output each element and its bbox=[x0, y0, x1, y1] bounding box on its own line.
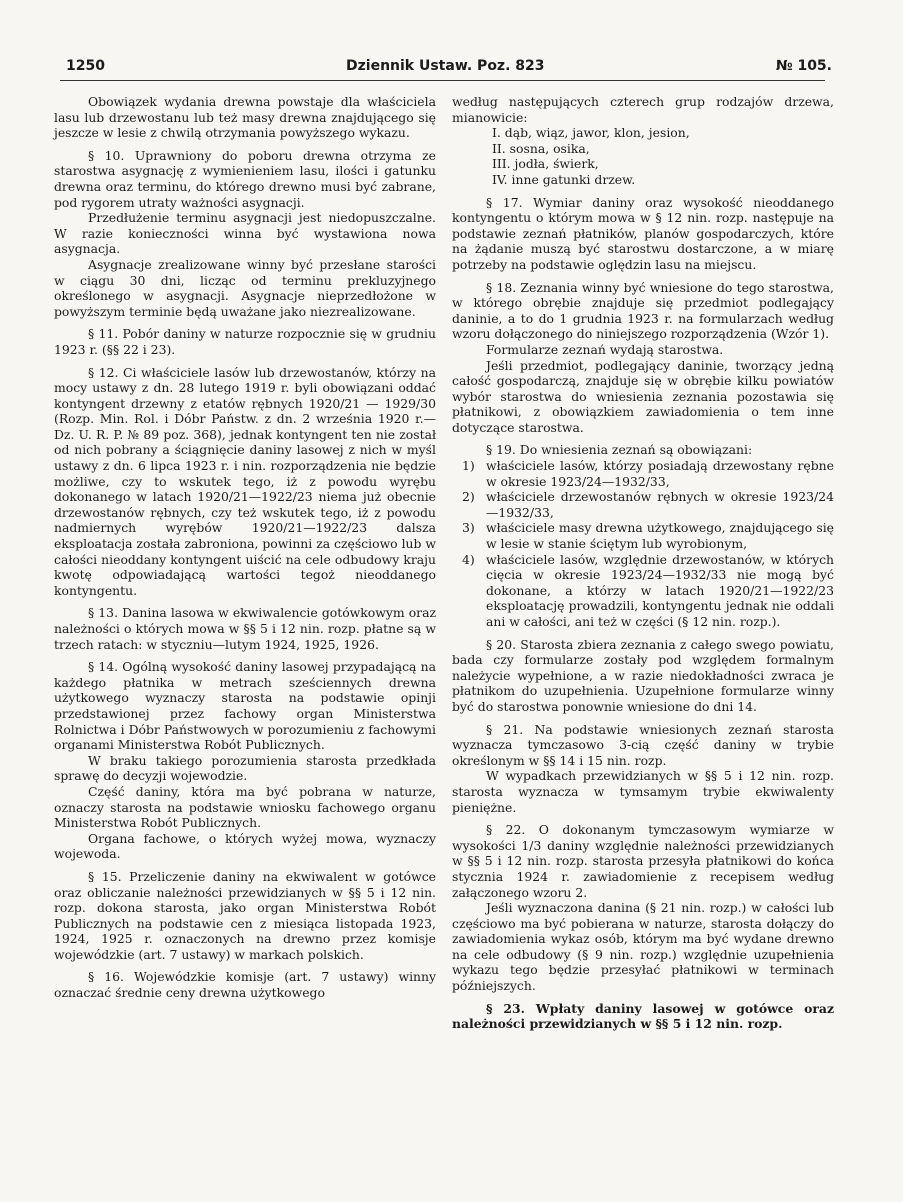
paragraph-s20: § 20. Starosta zbiera zeznania z całego swego powiatu, bada czy formularze zostały pod względem formalnym należycie wypełnione, a w razie niedokładności zwraca je płatnikom do uzupełnienia. Uzupełnione formularze winny być do starostwa ponownie wniesione do dni 14. bbox=[452, 636, 834, 714]
paragraph: Formularze zeznań wydają starostwa. bbox=[486, 341, 724, 357]
paragraph: Część daniny, która ma być pobrana w naturze, oznaczy starosta na podstawie wniosku fachowego organu Ministerstwa Robót Publicznych. bbox=[54, 783, 436, 831]
paragraph-s10: § 10. Uprawniony do poboru drewna otrzyma ze starostwa asygnację z wymienieniem lasu, ilości i gatunku drewna oraz terminu, do którego drewno musi być zabrane, pod rygorem utraty ważności asygnacji. bbox=[54, 147, 436, 210]
paragraph: według następujących czterech grup rodzajów drzewa, mianowicie: bbox=[452, 94, 834, 125]
paragraph-s17: § 17. Wymiar daniny oraz wysokość nieoddanego kontyngentu o którym mowa w § 12 nin. rozp. następuje na podstawie zeznań płatników, planów gospodarczych, które na żądanie muszą być starostwu dostarczone, a w miarę potrzeby na podstawie oględzin lasu na miejscu. bbox=[452, 194, 834, 272]
page-number: 1250 bbox=[66, 58, 105, 74]
list-item bbox=[452, 552, 834, 630]
paragraph: W braku takiego porozumienia starosta przedkłada sprawę do decyzji wojewodzie. bbox=[54, 752, 436, 784]
paragraph: Asygnacje zrealizowane winny być przesłane starości w ciągu 30 dni, licząc od terminu prekluzyjnego określonego w asygnacji. Asygnacje nieprzedłożone w powyższym terminie będą uważane jako niezrealizowane. bbox=[54, 256, 436, 319]
item-number: 4) bbox=[462, 551, 475, 567]
paragraph-s11: § 11. Pobór daniny w naturze rozpocznie się w grudniu 1923 r. (§§ 22 i 23). bbox=[54, 326, 436, 357]
header-rule bbox=[60, 80, 825, 81]
list-item: IV. inne gatunki drzew. bbox=[492, 171, 636, 187]
list-item bbox=[452, 458, 834, 489]
item-text: właściciele masy drewna użytkowego, znajdującego się w lesie w stanie ściętym lub wyrobionym, bbox=[486, 520, 834, 552]
paragraph-s13: § 13. Danina lasowa w ekwiwalencie gotówkowym oraz należności o których mowa w §§ 5 i 12 nin. rozp. płatne są w trzech ratach: w styczniu—lutym 1924, 1925, 1926. bbox=[54, 605, 436, 652]
item-number: 3) bbox=[462, 520, 475, 536]
paragraph-s21: § 21. Na podstawie wniesionych zeznań starosta wyznacza tymczasowo 3-cią część daniny w trybie określonym w §§ 14 i 15 nin. rozp. bbox=[452, 721, 834, 768]
item-number: 2) bbox=[462, 489, 475, 505]
paragraph-s15: § 15. Przeliczenie daniny na ekwiwalent w gotówce oraz obliczanie należności przewidzianych w §§ 5 i 12 nin. rozp. dokona starosta, jako organ Ministerstwa Robót Publicznych na podstawie cen z miesiąca listopada 1923, 1924, 1925 r. oznaczonych na drewno przez komisje wojewódzkie (art. 7 ustawy) w markach polskich. bbox=[54, 868, 436, 962]
journal-title: Dziennik Ustaw. Poz. 823 bbox=[346, 58, 545, 74]
issue-number: № 105. bbox=[775, 58, 832, 74]
paragraph-s23: § 23. Wpłaty daniny lasowej w gotówce oraz należności przewidzianych w §§ 5 i 12 nin. rozp. bbox=[452, 1000, 834, 1032]
item-text: właściciele lasów, względnie drzewostanów, w których cięcia w okresie 1923/24—1932/33 nie mogą być dokonane, a którzy w latach 1920/21—1922/23 eksploatację prowadzili, kontyngentu jednak nie oddali ani w całości, ani też w części (§ 12 nin. rozp.). bbox=[486, 551, 834, 629]
list-item: III. jodła, świerk, bbox=[492, 156, 599, 172]
list-item: I. dąb, wiąz, jawor, klon, jesion, bbox=[492, 125, 690, 141]
list-item bbox=[452, 520, 834, 551]
list-item: II. sosna, osika, bbox=[492, 140, 590, 156]
item-text: właściciele drzewostanów rębnych w okresie 1923/24—1932/33, bbox=[486, 489, 834, 520]
paragraph-s19: § 19. Do wniesienia zeznań są obowiązani: bbox=[486, 442, 753, 458]
paragraph-s22: § 22. O dokonanym tymczasowym wymiarze w wysokości 1/3 daniny względnie należności przewidzianych w §§ 5 i 12 nin. rozp. starosta przesyła płatnikowi do końca stycznia 1924 r. zawiadomienie z recepisem według załączonego wzoru 2. bbox=[452, 822, 834, 900]
left-column bbox=[54, 94, 436, 1001]
paragraph-s12: § 12. Ci właściciele lasów lub drzewostanów, którzy na mocy ustawy z dn. 28 lutego 1919 r. byli obowiązani oddać kontyngent drzewny z etatów rębnych 1920/21 — 1929/30 (Rozp. Min. Rol. i Dóbr Państw. z dn. 2 września 1920 r.—Dz. U. R. P. № 89 poz. 368), jednak kontyngent ten nie został od nich pobrany a ściągnięcie daniny lasowej z nich w myśl ustawy z dn. 6 lipca 1923 r. i nin. rozporządzenia nie będzie możliwe, czy to wskutek tego, iż z powodu wyrębu dokonanego w latach 1920/21—1922/23 niema już obecnie drzewostanów rębnych, czy też wskutek tego, iż z powodu nadmiernych wyrębów 1920/21—1922/23 dalsza eksploatacja została zabroniona, powinni za częściowo lub w całości nieoddany kontyngent uiścić na cele odbudowy kraju kwotę odpowiadającą wartości tegoż nieoddanego kontyngentu. bbox=[54, 364, 436, 598]
item-number: 1) bbox=[462, 458, 475, 474]
obligated-list bbox=[452, 458, 834, 630]
paragraph-s14: § 14. Ogólną wysokość daniny lasowej przypadającą na każdego płatnika w metrach sześciennych drewna użytkowego wyznaczy starosta na podstawie opinji przedstawionej przez fachowy organ Ministerstwa Rolnictwa i Dóbr Państwowych w porozumieniu z fachowymi organami Ministerstwa Robót Publicznych. bbox=[54, 659, 436, 753]
tree-groups-list bbox=[452, 125, 834, 187]
paragraph-s16: § 16. Wojewódzkie komisje (art. 7 ustawy) winny oznaczać średnie ceny drewna użytkowego bbox=[54, 969, 436, 1001]
paragraph: Obowiązek wydania drewna powstaje dla właściciela lasu lub drzewostanu lub też masy drewna znajdującego się jeszcze w lesie z chwilą otrzymania powyższego wykazu. bbox=[54, 94, 436, 141]
paragraph: Jeśli przedmiot, podlegający daninie, tworzący jedną całość gospodarczą, znajduje się w obrębie kilku powiatów wybór starostwa do wniesienia zeznania pozostawia się płatnikowi, z obowiązkiem zawiadomienia o tem inne dotyczące starostwa. bbox=[452, 357, 834, 435]
paragraph: Organa fachowe, o których wyżej mowa, wyznaczy wojewoda. bbox=[54, 830, 436, 862]
list-item bbox=[452, 489, 834, 520]
paragraph: Przedłużenie terminu asygnacji jest niedopuszczalne. W razie konieczności winna być wystawiona nowa asygnacja. bbox=[54, 210, 436, 257]
paragraph: W wypadkach przewidzianych w §§ 5 i 12 nin. rozp. starosta wyznacza w tymsamym trybie ekwiwalenty pieniężne. bbox=[452, 768, 834, 815]
item-text: właściciele lasów, którzy posiadają drzewostany rębne w okresie 1923/24—1932/33, bbox=[486, 458, 834, 489]
paragraph: Jeśli wyznaczona danina (§ 21 nin. rozp.) w całości lub częściowo ma być pobierana w naturze, starosta dołączy do zawiadomienia wykaz osób, którym ma być wydane drewno na cele odbudowy (§ 9 nin. rozp.) względnie uzupełnienia wykazu tego będzie przesyłać płatnikowi w terminach późniejszych. bbox=[452, 900, 834, 994]
page-header bbox=[52, 58, 832, 80]
right-column bbox=[452, 94, 834, 1032]
paragraph-s18: § 18. Zeznania winny być wniesione do tego starostwa, w którego obrębie znajduje się przedmiot podlegający daninie, a to do 1 grudnia 1923 r. na formularzach według wzoru dołączonego do niniejszego rozporządzenia (Wzór 1). bbox=[452, 279, 834, 342]
